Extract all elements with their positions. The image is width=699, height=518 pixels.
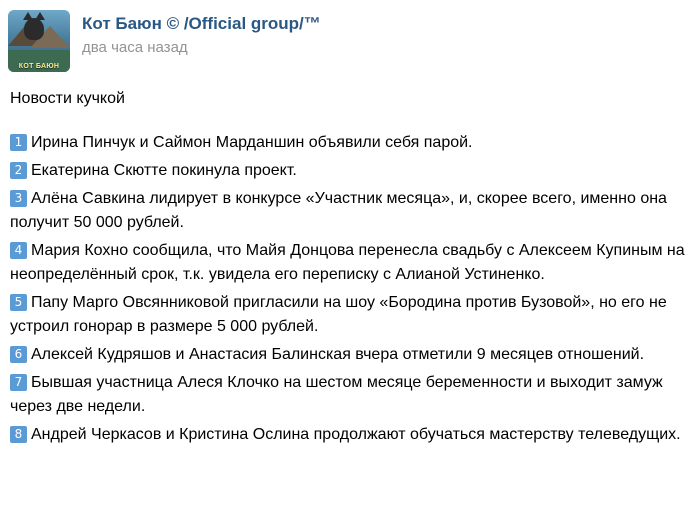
item-text: Алексей Кудряшов и Анастасия Балинская вчера отметили 9 месяцев отношений. — [31, 346, 645, 363]
item-number-badge: 7 — [10, 374, 27, 391]
group-name-link[interactable]: Кот Баюн © /Official group/™ — [82, 14, 321, 33]
list-item — [8, 423, 691, 447]
avatar[interactable] — [8, 10, 70, 72]
item-text: Андрей Черкасов и Кристина Ослина продолжают обучаться мастерству телеведущих. — [31, 426, 681, 443]
post-header — [8, 10, 691, 72]
avatar-label: КОТ БАЮН — [18, 63, 60, 70]
list-item — [8, 187, 691, 235]
item-text: Алёна Савкина лидирует в конкурсе «Участник месяца», и, скорее всего, именно она получит 50 000 рублей. — [10, 190, 667, 231]
item-number-badge: 6 — [10, 346, 27, 363]
post-intro: Новости кучкой — [10, 90, 125, 107]
list-item — [8, 131, 691, 155]
item-number-badge: 3 — [10, 190, 27, 207]
item-text: Екатерина Скютте покинула проект. — [31, 162, 297, 179]
item-text: Бывшая участница Алеся Клочко на шестом месяце беременности и выходит замуж через две недели. — [10, 374, 663, 415]
cat-ear-left-icon — [23, 12, 33, 20]
list-item — [8, 371, 691, 419]
list-item — [8, 159, 691, 183]
news-list — [8, 131, 691, 447]
post-timestamp: два часа назад — [82, 39, 188, 56]
item-text: Ирина Пинчук и Саймон Марданшин объявили себя парой. — [31, 134, 473, 151]
post-header-text — [82, 10, 321, 58]
item-number-badge: 8 — [10, 426, 27, 443]
item-number-badge: 5 — [10, 294, 27, 311]
item-text: Мария Кохно сообщила, что Майя Донцова перенесла свадьбу с Алексеем Купиным на неопределённый срок, т.к. увидела его переписку с Алианой Устиненко. — [10, 242, 685, 283]
cat-icon — [24, 18, 44, 40]
item-number-badge: 1 — [10, 134, 27, 151]
item-number-badge: 4 — [10, 242, 27, 259]
item-text: Папу Марго Овсянниковой пригласили на шоу «Бородина против Бузовой», но его не устроил гонорар в размере 5 000 рублей. — [10, 294, 667, 335]
list-item — [8, 291, 691, 339]
list-item — [8, 239, 691, 287]
item-number-badge: 2 — [10, 162, 27, 179]
list-item — [8, 343, 691, 367]
cat-ear-right-icon — [35, 12, 45, 20]
